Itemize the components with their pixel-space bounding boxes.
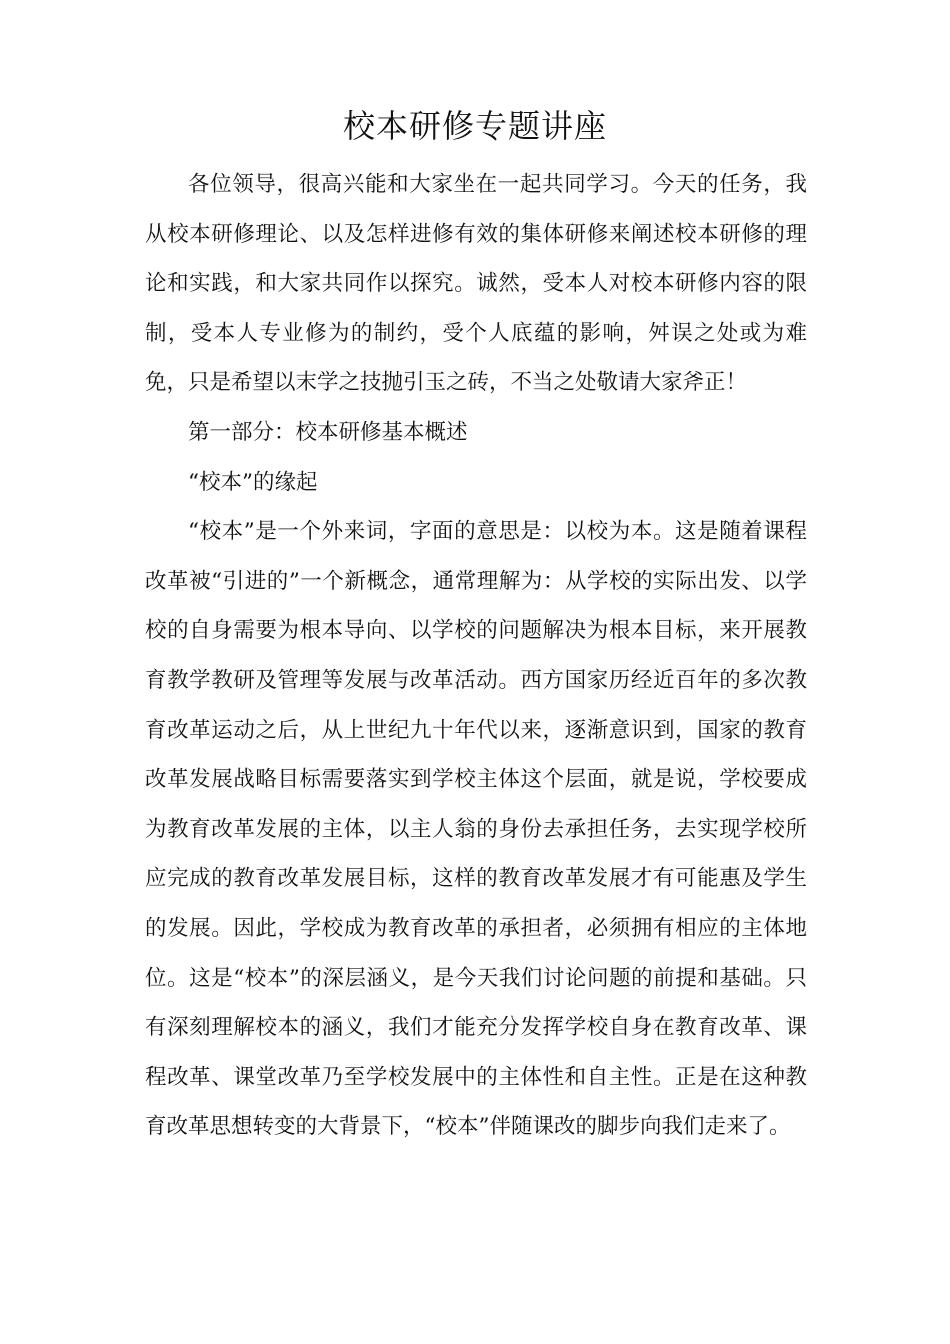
paragraph-origin: “校本”是一个外来词，字面的意思是：以校为本。这是随着课程改革被“引进的”一个新概念，通常理解为：从学校的实际出发、以学校的自身需要为根本导向、以学校的问题解决为根本目标，来开展教育教学教研及管理等发展与改革活动。西方国家历经近百年的多次教育改革运动之后，从上世纪九十年代以来，逐渐意识到，国家的教育改革发展战略目标需要落实到学校主体这个层面，就是说，学校要成为教育改革发展的主体，以主人翁的身份去承担任务，去实现学校所应完成的教育改革发展目标，这样的教育改革发展才有可能惠及学生的发展。因此，学校成为教育改革的承担者，必须拥有相应的主体地位。这是“校本”的深层涵义，是今天我们讨论问题的前提和基础。只有深刻理解校本的涵义，我们才能充分发挥学校自身在教育改革、课程改革、课堂改革乃至学校发展中的主体性和自主性。正是在这种教育改革思想转变的大背景下，“校本”伴随课改的脚步向我们走来了。	[145, 519, 807, 1140]
subsection-heading-origin: “校本”的缘起	[188, 469, 318, 495]
document-body	[145, 160, 807, 1152]
document-title: 校本研修专题讲座	[342, 107, 607, 145]
section-heading-part-one: 第一部分：校本研修基本概述	[188, 419, 468, 445]
paragraph-intro: 各位领导，很高兴能和大家坐在一起共同学习。今天的任务，我从校本研修理论、以及怎样进修有效的集体研修来阐述校本研修的理论和实践，和大家共同作以探究。诚然，受本人对校本研修内容的限制，受本人专业修为的制约，受个人底蕴的影响，舛误之处或为难免，只是希望以末学之技抛引玉之砖，不当之处敬请大家斧正！	[145, 172, 807, 396]
